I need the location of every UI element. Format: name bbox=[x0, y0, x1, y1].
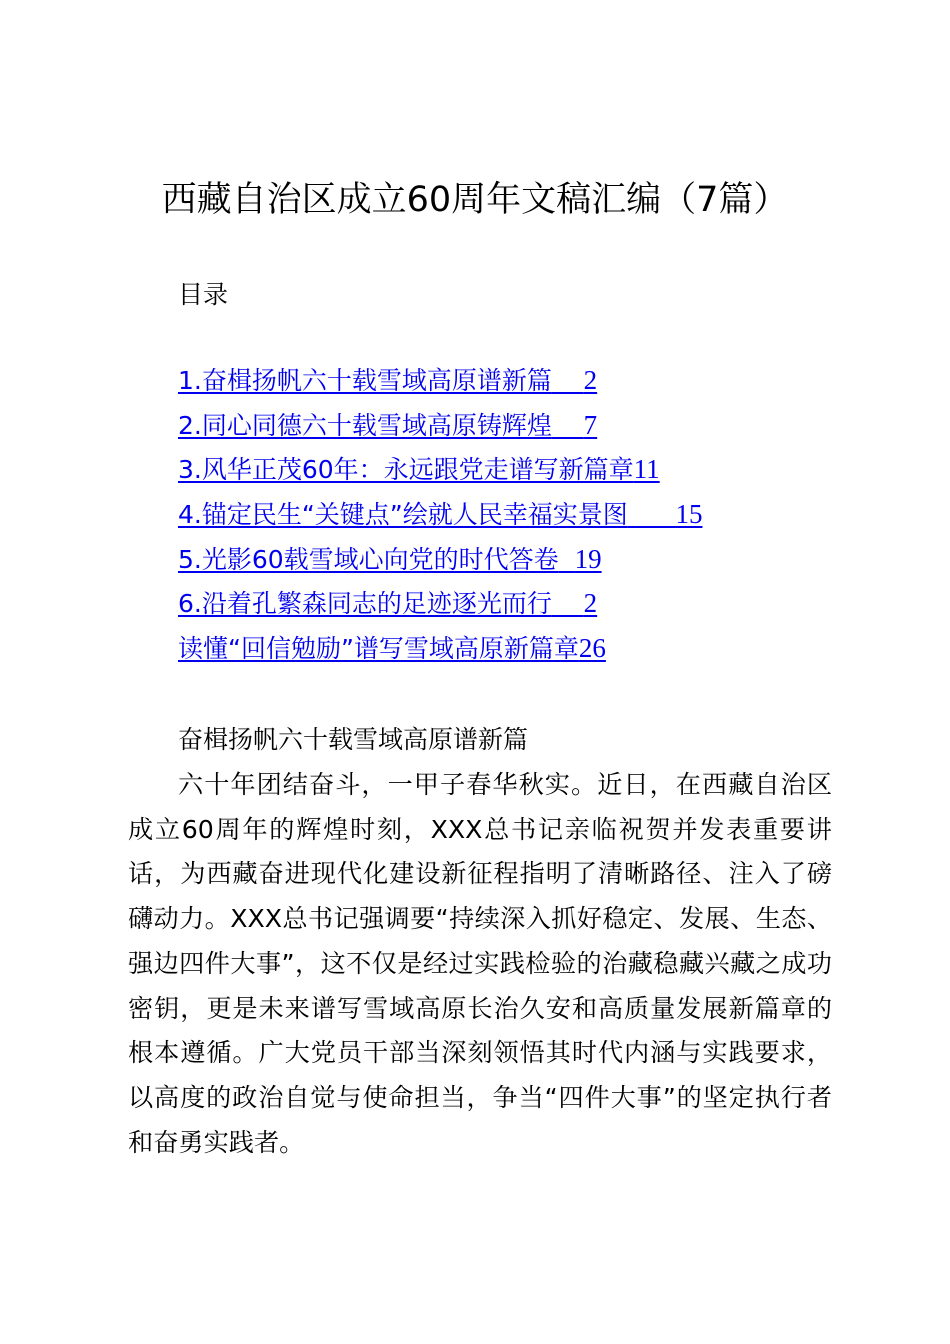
body-paragraph: 六十年团结奋斗，一甲子春华秋实。近日，在西藏自治区成立60周年的辉煌时刻，XXX总书记亲临祝贺并发表重要讲话，为西藏奋进现代化建设新征程指明了清晰路径、注入了磅礴动力。XXX总书记强调要“持续深入抓好稳定、发展、生态、强边四件大事”，这不仅是经过实践检验的治藏稳藏兴藏之成功密钥，更是未来谱写雪域高原长治久安和高质量发展新篇章的根本遵循。广大党员干部当深刻领悟其时代内涵与实践要求，以高度的政治自觉与使命担当，争当“四件大事”的坚定执行者和奋勇实践者。 bbox=[128, 770, 832, 1157]
table-of-contents bbox=[178, 362, 702, 675]
toc-link-7[interactable] bbox=[178, 634, 606, 663]
toc-link-2[interactable] bbox=[178, 411, 597, 440]
toc-item bbox=[178, 585, 702, 630]
toc-link-text: 1.奋楫扬帆六十载雪域高原谱新篇 bbox=[178, 366, 552, 395]
toc-item bbox=[178, 541, 702, 586]
toc-page-number: 7 bbox=[583, 409, 598, 440]
toc-page-number: 2 bbox=[583, 588, 598, 619]
toc-item bbox=[178, 407, 702, 452]
toc-link-text: 2.同心同德六十载雪域高原铸辉煌 bbox=[178, 410, 552, 440]
section-heading: 奋楫扬帆六十载雪域高原谱新篇 bbox=[178, 725, 529, 754]
toc-heading: 目录 bbox=[178, 280, 229, 309]
toc-link-text: 6.沿着孔繁森同志的足迹逐光而行 bbox=[178, 589, 552, 619]
toc-link-5[interactable] bbox=[178, 545, 602, 574]
toc-item bbox=[178, 630, 702, 675]
toc-item bbox=[178, 451, 702, 496]
toc-link-4[interactable] bbox=[178, 500, 702, 529]
toc-link-1[interactable] bbox=[178, 366, 597, 395]
toc-page-number: 19 bbox=[574, 543, 602, 574]
document-title: 西藏自治区成立60周年文稿汇编（7篇） bbox=[161, 180, 789, 220]
toc-link-text: 读懂“回信勉励”谱写雪域高原新篇章 bbox=[178, 634, 579, 664]
toc-link-text: 3.风华正茂60年：永远跟党走谱写新篇章 bbox=[178, 455, 634, 485]
toc-item bbox=[178, 496, 702, 541]
toc-page-number: 11 bbox=[633, 454, 660, 485]
toc-link-6[interactable] bbox=[178, 589, 597, 618]
toc-item bbox=[178, 362, 702, 407]
toc-link-text: 4.锚定民生“关键点”绘就人民幸福实景图 bbox=[178, 500, 628, 530]
toc-page-number: 15 bbox=[675, 499, 703, 530]
toc-page-number: 2 bbox=[583, 365, 598, 395]
toc-page-number: 26 bbox=[578, 633, 606, 664]
toc-link-3[interactable] bbox=[178, 455, 660, 484]
toc-link-text: 5.光影60载雪域心向党的时代答卷 bbox=[178, 544, 559, 574]
